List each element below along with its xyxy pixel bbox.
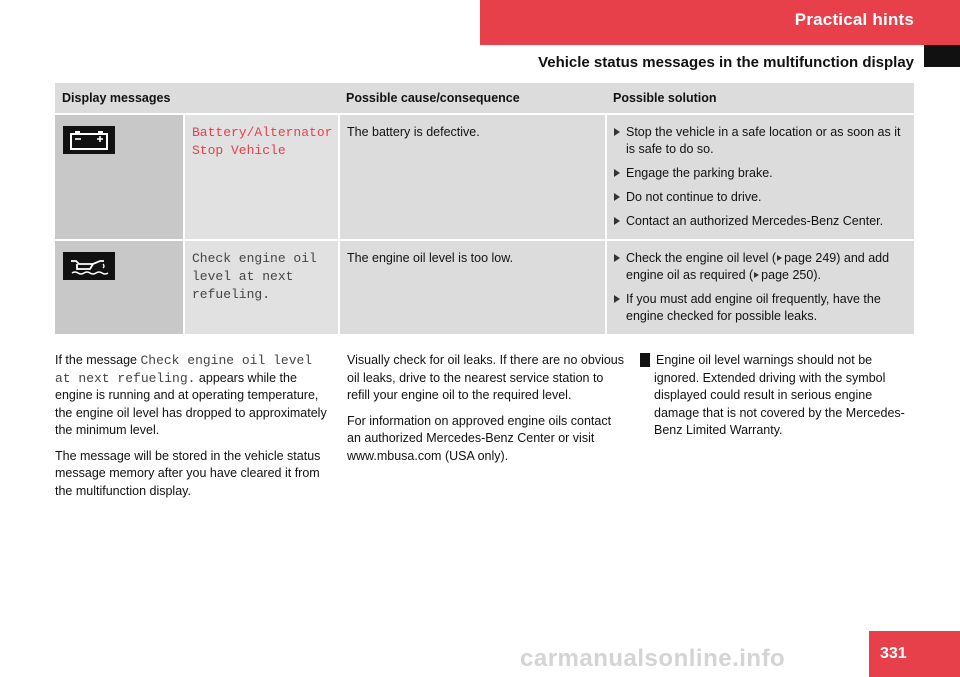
icon-cell — [55, 114, 184, 240]
display-message-cell — [184, 114, 339, 240]
cause-cell: The engine oil level is too low. — [339, 240, 606, 334]
section-title: Practical hints — [794, 10, 914, 29]
column-header-display-messages: Display messages — [55, 83, 339, 114]
bullet-arrow-icon — [614, 193, 620, 201]
list-item: Engage the parking brake. — [614, 165, 907, 182]
text-column-2 — [347, 352, 627, 473]
solution-cell — [606, 240, 914, 334]
display-message-cell — [184, 240, 339, 334]
column-header-cause: Possible cause/consequence — [339, 83, 606, 114]
page-reference-link[interactable]: page 250 — [761, 268, 814, 282]
paragraph: For information on approved engine oils contact an authorized Mercedes-Benz Center or visit www.mbusa.com (USA only). — [347, 413, 612, 463]
battery-icon — [63, 126, 115, 154]
list-item: Stop the vehicle in a safe location or as soon as it is safe to do so. — [614, 124, 907, 158]
paragraph: The message will be stored in the vehicle status message memory after you have cleared it from the multifunction display. — [55, 448, 321, 498]
paragraph: If the message Check engine oil level at next refueling. appears while the engine is running and at operating temperature, the engine oil level has dropped to approximately the minimum level. — [55, 353, 327, 437]
list-item: Check the engine oil level ( page 249) and add engine oil as required ( page 250). — [614, 250, 907, 284]
page-ref-icon — [777, 255, 782, 261]
icon-cell — [55, 240, 184, 334]
table-row — [55, 114, 914, 240]
oil-level-icon — [63, 252, 115, 280]
display-message: Battery/Alternator Stop Vehicle — [192, 125, 333, 158]
solution-cell — [606, 114, 914, 240]
display-message-inline: Check engine oil level at next refueling. — [55, 353, 313, 386]
paragraph: Visually check for oil leaks. If there are no obvious oil leaks, drive to the nearest service station to refill your engine oil to the required level. — [347, 353, 624, 402]
display-message: Check engine oil level at next refueling. — [192, 251, 317, 302]
page-reference-link[interactable]: page 249 — [784, 251, 837, 265]
table-header-row — [55, 83, 914, 114]
status-message-table — [55, 83, 914, 334]
list-item: Do not continue to drive. — [614, 189, 907, 206]
bullet-arrow-icon — [614, 254, 620, 262]
page-number: 331 — [880, 645, 907, 662]
column-header-solution: Possible solution — [606, 83, 914, 114]
table-row — [55, 240, 914, 334]
list-item: If you must add engine oil frequently, have the engine checked for possible leaks. — [614, 291, 907, 325]
warning-icon: ! — [640, 353, 650, 367]
warning-paragraph: ! Engine oil level warnings should not be ignored. Extended driving with the symbol displayed could result in serious engine damage that is not covered by the Mercedes-Benz Limited Warranty. — [636, 353, 905, 437]
page-ref-icon — [754, 272, 759, 278]
watermark: carmanualsonline.info — [520, 645, 786, 672]
page-subtitle: Vehicle status messages in the multifunction display — [538, 54, 914, 71]
bullet-arrow-icon — [614, 128, 620, 136]
corner-tab — [924, 45, 960, 67]
text-column-1 — [55, 352, 335, 508]
bullet-arrow-icon — [614, 217, 620, 225]
list-item: Contact an authorized Mercedes-Benz Center. — [614, 213, 907, 230]
bullet-arrow-icon — [614, 169, 620, 177]
bullet-arrow-icon — [614, 295, 620, 303]
cause-cell: The battery is defective. — [339, 114, 606, 240]
text-column-3 — [636, 352, 915, 448]
